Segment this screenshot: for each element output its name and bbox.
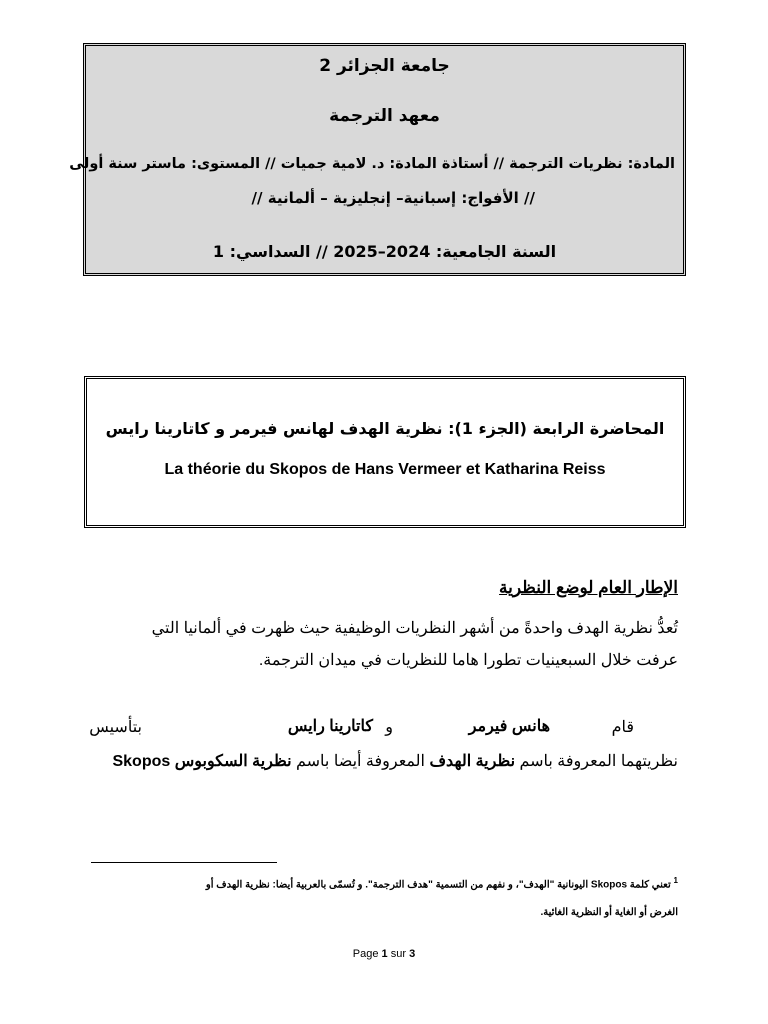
- term-skopos-theory-translit: نظرية السكوبوس: [174, 753, 292, 770]
- p2-word-qam: قام: [611, 719, 634, 736]
- p3-part-c: المعروفة أيضا باسم: [296, 753, 425, 770]
- paragraph-1-line-1: تُعدُّ نظرية الهدف واحدةً من أشهر النظريات الوظيفية حيث ظهرت في ألمانيا التي: [151, 620, 678, 637]
- footnote-marker: 1: [673, 876, 678, 885]
- name-hans-vermeer: هانس فيرمر: [468, 718, 550, 735]
- academic-year: السنة الجامعية: 2024–2025 // السداسي: 1: [212, 242, 557, 261]
- sur-word: sur: [390, 948, 407, 960]
- lecture-title-arabic: المحاضرة الرابعة (الجزء 1): نظرية الهدف لهانس فيرمر و كاتارينا رايس: [105, 419, 665, 438]
- header-box: [69, 43, 686, 276]
- p2-word-and: و: [385, 719, 393, 736]
- name-katharina-reiss: كاتارينا رايس: [287, 718, 373, 735]
- paragraph-3: [112, 751, 678, 771]
- term-skopos-theory-ar: نظرية الهدف: [429, 753, 516, 770]
- footnote-text-1: تعني كلمة Skopos اليونانية "الهدف"، و نفهم من التسمية "هدف الترجمة". و تُسمّى بالعربية أيضا: نظرية الهدف أو: [205, 879, 671, 891]
- groups-info: // الأفواج: إسبانية– إنجليزية – ألمانية //: [251, 189, 535, 207]
- total-pages: 3: [409, 948, 416, 960]
- p3-part-a: نظريتهما المعروفة باسم: [519, 753, 678, 770]
- p2-word-founding: بتأسيس: [89, 719, 142, 736]
- page-number: [0, 948, 768, 960]
- footnote-separator: [91, 862, 277, 863]
- course-info: المادة: نظريات الترجمة // أستاذة المادة: د. لامية جميات // المستوى: ماستر سنة أولى: [69, 156, 675, 172]
- footnote-line-2: الغرض أو الغاية أو النظرية الغائية.: [540, 907, 678, 918]
- lecture-title-french: La théorie du Skopos de Hans Vermeer et Katharina Reiss: [164, 461, 606, 478]
- section-heading: الإطار العام لوضع النظرية: [499, 578, 678, 597]
- lecture-title-box: [84, 376, 686, 528]
- institute-name: معهد الترجمة: [329, 106, 440, 126]
- term-skopos: Skopos: [112, 753, 171, 770]
- footnote-line-1: [206, 876, 678, 890]
- paragraph-1-line-2: عرفت خلال السبعينيات تطورا هاما للنظريات في ميدان الترجمة.: [258, 652, 678, 669]
- university-name: جامعة الجزائر 2: [319, 56, 450, 76]
- page-word: Page: [352, 948, 379, 960]
- current-page: 1: [381, 948, 388, 960]
